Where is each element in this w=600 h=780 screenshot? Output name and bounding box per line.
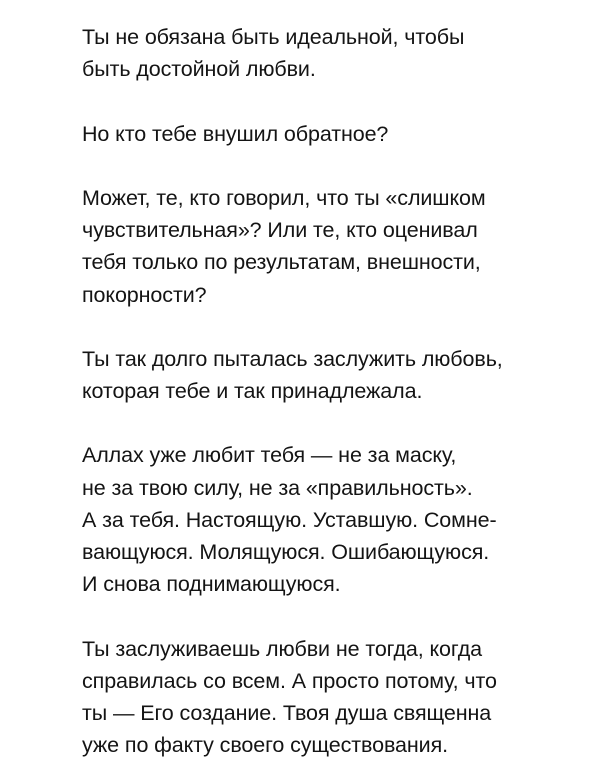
article-text bbox=[82, 21, 582, 761]
text-line: И снова поднимающуюся. bbox=[82, 572, 341, 597]
paragraph-2 bbox=[82, 118, 582, 150]
text-line: не за твою силу, не за «правильность». bbox=[82, 475, 473, 500]
text-line: Ты не обязана быть идеальной, чтобы bbox=[82, 25, 465, 49]
text-line: справилась со всем. А просто потому, что bbox=[82, 668, 497, 693]
text-line: тебя только по результатам, внешности, bbox=[82, 250, 481, 275]
paragraph-6 bbox=[82, 633, 582, 762]
text-line: Аллах уже любит тебя — не за маску, bbox=[82, 443, 457, 468]
text-line: покорности? bbox=[82, 282, 207, 307]
text-line: А за тебя. Настоящую. Уставшую. Сомне- bbox=[82, 507, 497, 532]
text-line: быть достойной любви. bbox=[82, 57, 316, 82]
paragraph-3 bbox=[82, 182, 582, 311]
text-line: Но кто тебе внушил обратное? bbox=[82, 121, 389, 146]
text-line: Ты заслуживаешь любви не тогда, когда bbox=[82, 636, 482, 661]
text-line: которая тебе и так принадлежала. bbox=[82, 379, 423, 404]
text-line: уже по факту своего существования. bbox=[82, 733, 449, 758]
text-line: Может, те, кто говорил, что ты «слишком bbox=[82, 185, 486, 210]
paragraph-4 bbox=[82, 343, 582, 407]
text-line: Ты так долго пыталась заслужить любовь, bbox=[82, 346, 503, 371]
text-line: чувствительная»? Или те, кто оценивал bbox=[82, 218, 478, 243]
text-line: вающуюся. Молящуюся. Ошибающуюся. bbox=[82, 540, 490, 564]
paragraph-5 bbox=[82, 439, 582, 600]
paragraph-1 bbox=[82, 21, 582, 85]
text-line: ты — Его создание. Твоя душа священна bbox=[82, 700, 492, 725]
